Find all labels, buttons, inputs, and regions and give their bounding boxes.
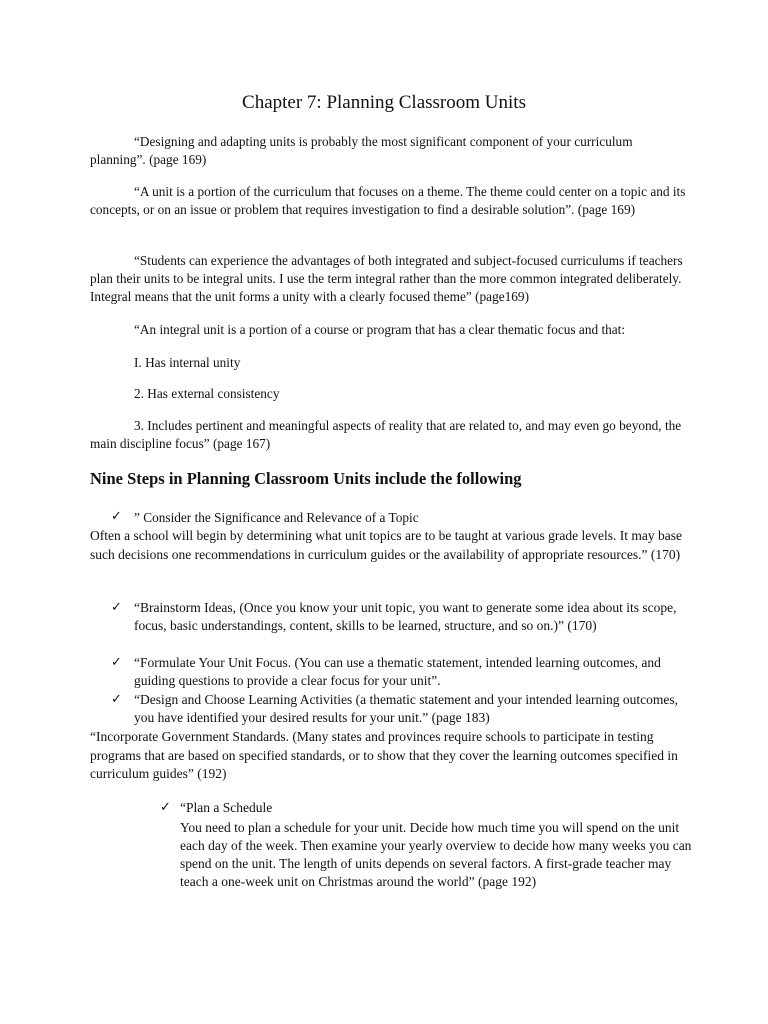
- quote-paragraph: “A unit is a portion of the curriculum that focuses on a theme. The theme could center on a topic and its concepts, or on an issue or problem that requires investigation to find a desirable solution”. (page 169): [90, 184, 686, 217]
- checkmark-icon: ✓: [111, 655, 122, 670]
- step-label: ” Consider the Significance and Relevance of a Topic: [134, 510, 419, 525]
- schedule-body: You need to plan a schedule for your unit. Decide how much time you will spend on the unit each day of the week. Then examine your yearly overview to decide how many weeks you can spend on the unit. The length of units depends on several factors. A first-grade teacher may teach a one-week unit on Christmas around the world” (page 192): [180, 820, 692, 889]
- step-item: “Design and Choose Learning Activities (a thematic statement and your intended learning outcomes, you have identified your desired results for your unit.” (page 183): [134, 692, 678, 725]
- checkmark-icon: ✓: [111, 509, 122, 524]
- quote-paragraph: “Students can experience the advantages of both integrated and subject-focused curriculums if teachers plan their units to be integral units. I use the term integral rather than the more common integrated deliberately. Integral means that the unit forms a unity with a clearly focused theme” (page169): [90, 253, 683, 304]
- section-heading: Nine Steps in Planning Classroom Units include the following: [90, 469, 522, 488]
- checkmark-icon: ✓: [111, 692, 122, 707]
- list-item: 2. Has external consistency: [134, 386, 280, 401]
- schedule-label: “Plan a Schedule: [180, 800, 273, 815]
- checkmark-icon: ✓: [111, 600, 122, 615]
- step-item: “Brainstorm Ideas, (Once you know your unit topic, you want to generate some idea about its scope, focus, basic understandings, content, skills to be learned, structure, and so on.)” (170): [134, 600, 677, 633]
- standards-paragraph: “Incorporate Government Standards. (Many states and provinces require schools to participate in testing programs that are based on specified standards, or to show that they cover the learning outcomes specified in curriculum guides” (192): [90, 729, 678, 781]
- page-title: Chapter 7: Planning Classroom Units: [242, 92, 526, 113]
- quote-paragraph: “An integral unit is a portion of a course or program that has a clear thematic focus and that:: [134, 322, 626, 337]
- step-item: “Formulate Your Unit Focus. (You can use a thematic statement, intended learning outcomes, and guiding questions to provide a clear focus for your unit”.: [134, 655, 661, 688]
- quote-paragraph: “Designing and adapting units is probably the most significant component of your curriculum planning”. (page 169): [90, 134, 633, 167]
- list-item: 3. Includes pertinent and meaningful aspects of reality that are related to, and may even go beyond, the main discipline focus” (page 167): [90, 418, 682, 451]
- checkmark-icon: ✓: [160, 800, 171, 815]
- list-item: I. Has internal unity: [134, 355, 241, 370]
- step-body: Often a school will begin by determining what unit topics are to be taught at various grade levels. It may base such decisions one recommendations in curriculum guides or the availability of appropriate resources.” (170): [90, 528, 682, 562]
